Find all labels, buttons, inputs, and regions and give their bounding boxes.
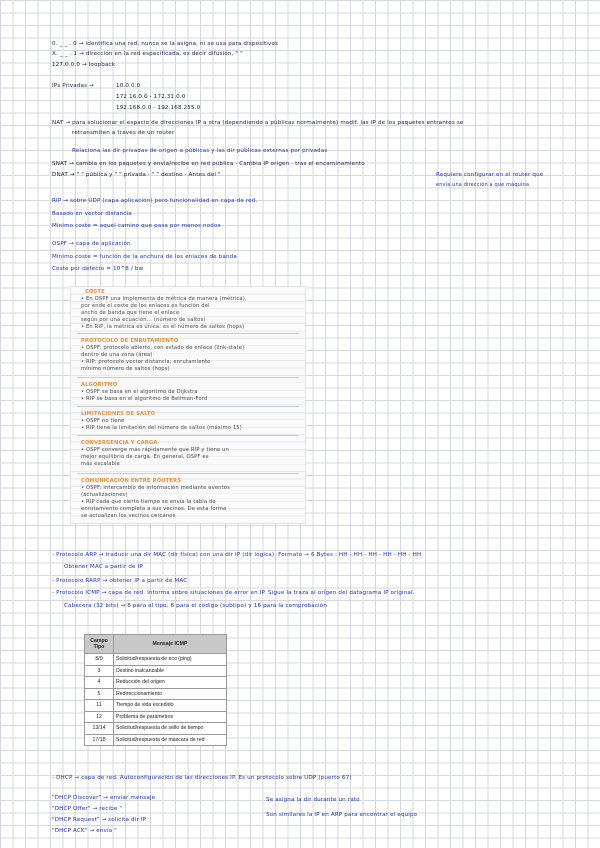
card-line: por ende el coste de los enlaces es función del: [81, 303, 210, 309]
card-line: • En RIP, la métrica es única: es el número de saltos (hops): [81, 324, 245, 330]
table-row: [85, 734, 227, 746]
table-row: [85, 723, 227, 735]
table-row: [85, 688, 227, 700]
dnat-line: DNAT → " " pública y " " privada · " " destino · Antes del ": [52, 172, 221, 178]
icmp-message-cell: Solicitud/respuesta de eco (ping): [114, 654, 227, 666]
table-row: [85, 711, 227, 723]
dhcp-msg-ack: "DHCP ACK" → envía ": [52, 828, 117, 834]
icmp-message-cell: Redireccionamiento: [114, 688, 227, 700]
dhcp-note-1: Se asigna la dir durante un rato: [266, 797, 360, 803]
ospf-line-1: OSPF → capa de aplicación: [52, 241, 131, 247]
rarp-line: - Protocolo RARP → obtener IP a partir de MAC: [52, 578, 188, 584]
card-line: • OSPF: intercambio de información mediante eventos: [81, 485, 230, 491]
card-line: • OSPF: protocolo abierto, con estado de enlace (link-state): [81, 345, 245, 351]
table-row: [85, 665, 227, 677]
note-network-id: 0. _ _ . 0 → identifica una red, nunca se la asigna, ni se usa para dispositivos: [52, 41, 279, 47]
card-line: • OSPF no tiene: [81, 418, 125, 424]
card-line: dentro de una zona (área): [81, 352, 153, 358]
card-line: más escalable: [81, 461, 121, 467]
icmp-line: - Protocolo ICMP → capa de red. Informa sobre situaciones de error en IP. Sigue la traza al origen del datagrama IP original.: [52, 590, 415, 596]
arp-sub-line: Obtener MAC a partir de IP: [64, 564, 143, 570]
card-separator: [77, 377, 299, 378]
card-line: • En OSPF una implementa de métrica de manera (métrica),: [81, 296, 247, 302]
card-line: • OSPF converge más rápidamente que RIP y tiene un: [81, 447, 230, 453]
ospf-line-3: Coste por defecto = 10^8 / bw: [52, 266, 144, 272]
dhcp-msg-request: "DHCP Request" → solicita dir IP: [52, 817, 147, 823]
note-loopback: 127.0.0.0 → loopback: [52, 62, 116, 68]
icmp-header-mensaje: Mensaje ICMP: [114, 635, 227, 654]
icmp-message-cell: Reducción del origen: [114, 677, 227, 689]
nat-line-2: retransmiten a través de un router: [72, 130, 175, 136]
card-title-protocolo: PROTOCOLO DE ENRUTAMIENTO: [81, 338, 179, 344]
icmp-type-cell: 11: [85, 700, 114, 712]
card-separator: [77, 406, 299, 407]
card-line: ancho de banda que tiene el enlace.: [81, 310, 181, 316]
card-title-coste: COSTE: [85, 289, 105, 295]
card-title-limitaciones: LIMITACIONES DE SALTO: [81, 411, 156, 417]
card-title-comunicacion: COMUNICACIÓN ENTRE ROUTERS: [81, 478, 182, 484]
ip-range-3: 192.168.0.0 - 192.168.255.0: [116, 105, 201, 111]
ip-range-2: 172.16.0.0 - 172.31.0.0: [116, 94, 186, 100]
ip-privadas-label: IPs Privadas →: [52, 83, 94, 89]
icmp-type-cell: 5: [85, 688, 114, 700]
rip-line-3: Mínimo coste = aquel camino que pasa por menos nodos: [52, 223, 221, 229]
ip-range-1: 10.0.0.0: [116, 83, 141, 89]
icmp-table: [84, 634, 227, 746]
icmp-type-cell: 12: [85, 711, 114, 723]
nat-line-1: NAT → para solucionar el espacio de direcciones IP a otra (dependiendo a públicas normalmente) modif. las IP de los paquetes entrantes se: [52, 120, 464, 126]
card-line: • RIP tiene la limitación del número de saltos (máximo 15): [81, 425, 242, 431]
card-separator: [77, 473, 299, 474]
rip-line-2: Basado en vector distancia: [52, 211, 132, 217]
card-line: enrutamiento completa a sus vecinos. De esta forma: [81, 506, 227, 512]
ospf-line-2: Mínimo coste = función de la anchura de los enlaces de banda: [52, 254, 237, 260]
icmp-type-cell: 13/14: [85, 723, 114, 735]
icmp-type-cell: 4: [85, 677, 114, 689]
card-line: mínimo número de saltos (hops): [81, 366, 170, 372]
card-line: • OSPF se basa en el algoritmo de Dijkstra: [81, 389, 198, 395]
ospf-rip-comparison-card: [70, 286, 306, 524]
nat-router-note: envía una dirección a qué máquina: [436, 182, 530, 188]
icmp-message-cell: Solicitud/respuesta de sello de tiempo: [114, 723, 227, 735]
card-line: según por una ecuación... (número de saltos): [81, 317, 206, 323]
snat-line: SNAT → cambia en los paquetes y envía/recibe en red pública · Cambia IP origen · tras el encaminamiento: [52, 161, 365, 167]
dhcp-title: - DHCP → capa de red. Autoconfiguración de las direcciones IP. Es un protocolo sobre UDP (puerto 67): [52, 775, 352, 781]
dhcp-msg-offer: "DHCP Offer" → recibe ": [52, 806, 123, 812]
card-line: • RIP: protocolo vector distancia, enrutamiento: [81, 359, 211, 365]
dhcp-note-2: Son similares la IP en ARP para encontrar el equipo: [266, 812, 418, 818]
arp-line: - Protocolo ARP → traducir una dir MAC (dir física) con una dir IP (dir lógica). Formato → 6 Bytes : HH - HH - HH - HH - HH - HH: [52, 552, 422, 558]
card-line: • RIP cada que cierto tiempo se envía la tabla de: [81, 499, 216, 505]
icmp-type-cell: 17/18: [85, 734, 114, 746]
card-line: (actualizaciones): [81, 492, 128, 498]
icmp-message-cell: Tiempo de vida excedido: [114, 700, 227, 712]
note-broadcast: X. _ _ . 1 → dirección en la red especificada, es decir difusión, " ": [52, 51, 243, 57]
nat-router-note-1: Requiere configurar en el router que: [436, 172, 544, 178]
rip-line-1: RIP → sobre UDP (capa aplicación) pero funcionalidad en capa de red.: [52, 198, 258, 204]
card-line: • RIP se basa en el algoritmo de Bellman-Ford: [81, 396, 208, 402]
icmp-message-cell: Destino inalcanzable: [114, 665, 227, 677]
icmp-type-cell: 3: [85, 665, 114, 677]
table-row: [85, 654, 227, 666]
card-title-convergencia: CONVERGENCIA Y CARGA: [81, 440, 158, 446]
card-separator: [77, 333, 299, 334]
card-line: se actualizan los vecinos cercanos: [81, 513, 176, 519]
icmp-header-tipo: Campo Tipo: [85, 635, 114, 654]
icmp-message-cell: Problema de parámetros: [114, 711, 227, 723]
card-separator: [77, 435, 299, 436]
icmp-message-cell: Solicitud/respuesta de máscara de red: [114, 734, 227, 746]
card-line: mejor equilibrio de carga. En general, OSPF es: [81, 454, 209, 460]
icmp-type-cell: 8/0: [85, 654, 114, 666]
card-title-algoritmo: ALGORITMO: [81, 382, 118, 388]
table-row: [85, 700, 227, 712]
table-row: [85, 677, 227, 689]
nat-line-3: Relaciona las dir privadas de origen a públicas y las dir públicas externas por privadas: [72, 148, 328, 154]
dhcp-msg-discover: "DHCP Discover" → enviar mensaje: [52, 795, 156, 801]
icmp-header-line: Cabecera (32 bits) → 8 para el tipo, 8 para el código (subtipo) y 16 para la comprobación: [64, 603, 328, 609]
